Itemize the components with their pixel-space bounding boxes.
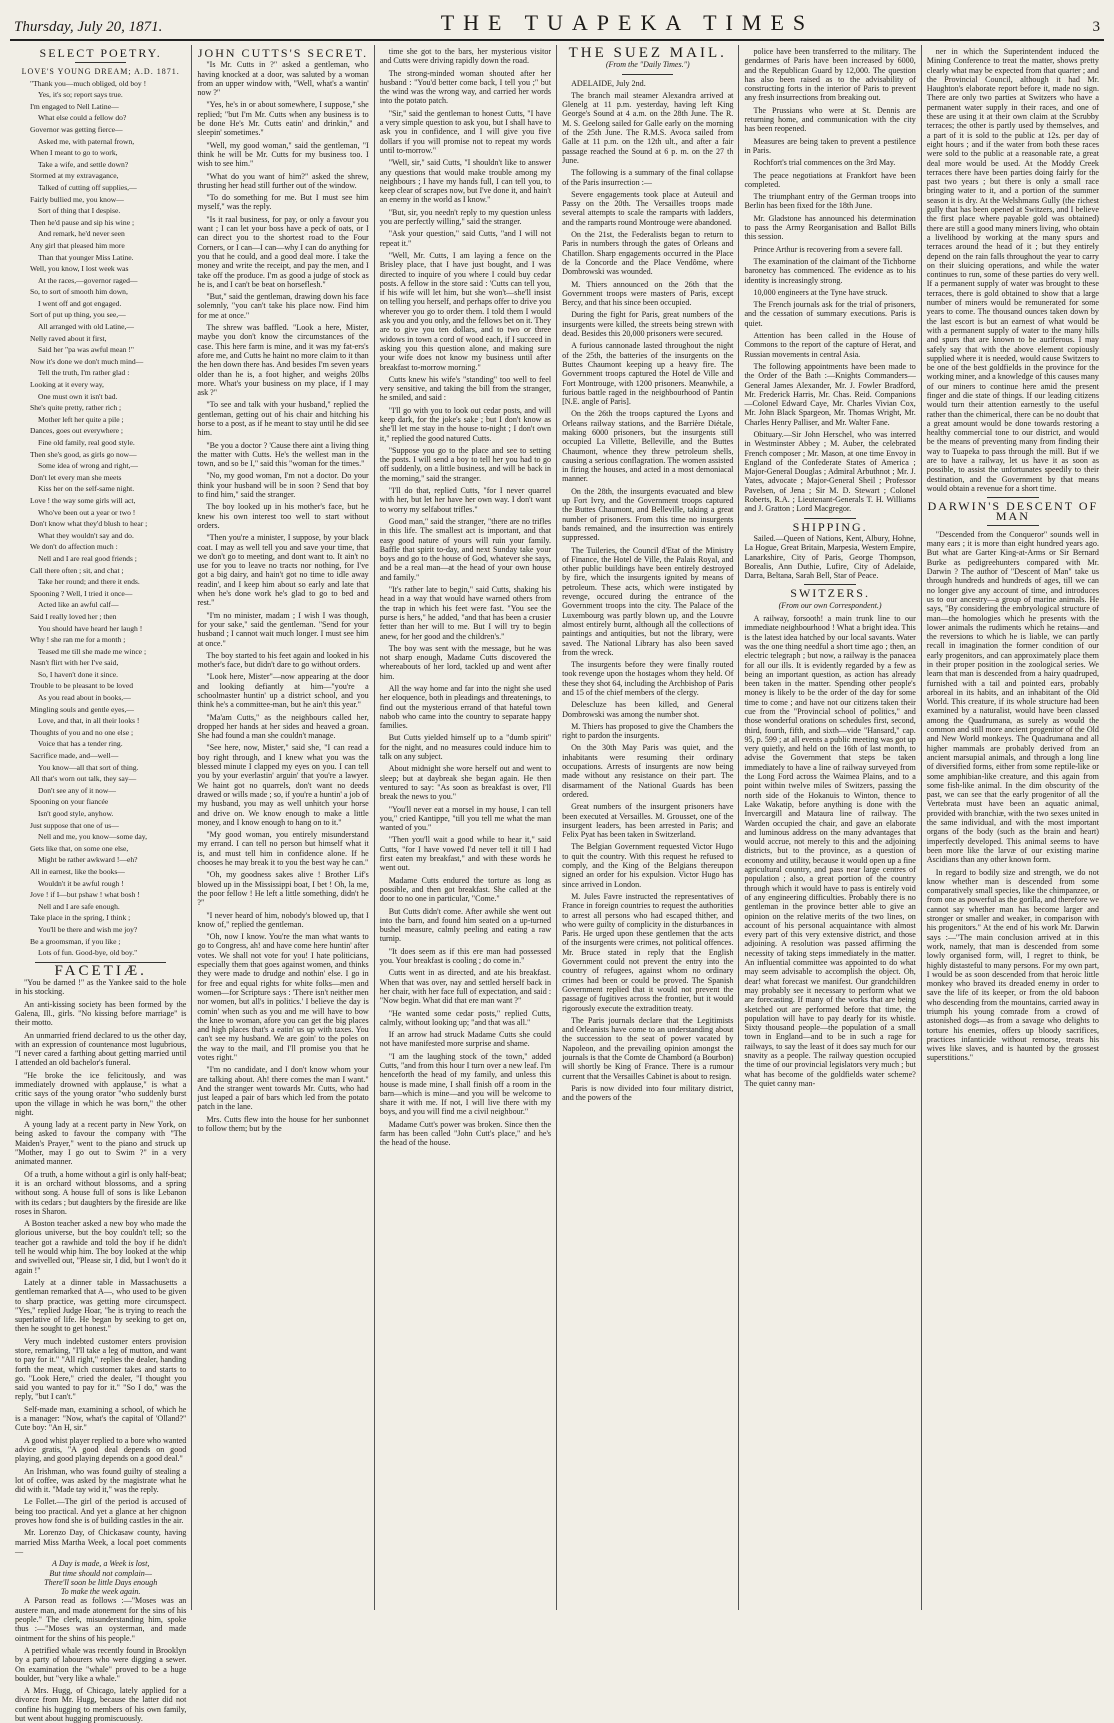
issue-date: Thursday, July 20, 1871. bbox=[14, 19, 163, 35]
story-paragraph: "Yes, he's in or about somewhere, I suppose," she replied; "but I'm Mr. Cutts when any business is to be done He's Mr. Cutts eatin' and drinkin," and sleepin' sometimes." bbox=[197, 100, 369, 138]
darwin-article bbox=[927, 530, 1099, 1063]
poem-line: Tell the truth, I'm rather glad : bbox=[38, 368, 130, 378]
poem-line: When I meant to go to work, bbox=[30, 148, 118, 158]
story-paragraph: "Look here, Mister"—now appearing at the door and looking defiantly at him—"you're a schoolmaster huntin' up a district school, and you think he's a committee-man, but he ain't this year." bbox=[197, 672, 369, 710]
story-paragraph: "He wanted some cedar posts," replied Cutts, calmly, without looking up; "and that was all." bbox=[379, 1008, 552, 1027]
poem-line: Who've been out a year or two ! bbox=[38, 507, 136, 517]
facetia-paragraph: A Parson read as follows :—"Moses was an austere man, and made atonement for the sins of his people." The clerk, misunderstanding him, spoke thus :—"Moses was an oysterman, and made ointment for the shins of his people." bbox=[15, 1596, 187, 1643]
poem-line: Nasn't flirt with her I've said, bbox=[30, 658, 119, 668]
story-paragraph: "Oh, now I know. You're the man what wants to go to Congress, ah! and have come here huntin' after votes. We shall not vote for you! I hate politicians, especially them that goes against women, and thinks they were made to drudge and nothin' else. I go in for free and equal rights for white folks—men and women—for Scripture says : 'There isn't neither men nor women, but all's in politics.' I believe the day is comin' when such as you and me will have to bow the knee to woman, afore you can get the big places and high places that's a eatin' us up with taxes. You can't see my husband. We are goin' to the poles on the way to the mail, and I'll promise you that he votes right." bbox=[197, 932, 369, 1062]
poem-line: Fine old family, real good style. bbox=[38, 438, 135, 447]
john-cutts-story bbox=[197, 60, 368, 1133]
poem-line: Than that younger Miss Latine. bbox=[38, 252, 134, 262]
poem-line: Jove ! if I—but pshaw ! what bosh ! bbox=[30, 890, 140, 900]
facetia-paragraph: An anti-kissing society has been formed by the Galena, Ill., girls. "No kissing before marriage" is their motto. bbox=[15, 999, 187, 1028]
newspaper-title: THE TUAPEKA TIMES bbox=[440, 10, 815, 35]
poem-line: Kiss her on the self-same night. bbox=[38, 484, 135, 494]
news-paragraph: Mr. Gladstone has announced his determination to pass the Army Reorganisation and Ballot Bills this session. bbox=[744, 213, 916, 242]
divider bbox=[804, 518, 855, 519]
facetia-paragraph: Very much indebted customer enters provision store, remarking, "I'll take a leg of mutton, and want to pay for it." "All right," replies the dealer, handing forth the meat, which customer takes and starts to go. "Look Here," cried the dealer, "I thought you said you wanted to pay for it." "So I do," was the reply, "but I can't." bbox=[15, 1336, 187, 1402]
poem-line: Might be rather awkward !—eh? bbox=[38, 855, 138, 865]
news-paragraph: The Tuileries, the Council d'Etat of the Ministry of Finance, the Hotel de Ville, the Palais Royal, and other public buildings have been entirely destroyed by fire, which the insurgents ignited by means of petroleum. These acts, which were instigated by revenge, occured during the entrance of the Government troops into the city. The Palace of the Luxembourg was partly blown up, and the Louvre almost entirely burnt, although all the collections of paintings and antiquities, but not the library, were saved. The National Library has also been saved from the wreck. bbox=[562, 545, 734, 657]
poem-line: Yes, it's so; report says true. bbox=[38, 90, 123, 100]
facetia-paragraph: Le Follet.—The girl of the period is accused of being too practical. And yet a glance at her chignon proves how fond she is of building castles in the air. bbox=[15, 1497, 187, 1526]
story-paragraph: "Well, my good woman," said the gentleman, "I think he will be Mr. Cutts for my business too. I wish to see him." bbox=[197, 140, 369, 169]
suez-mail-continued bbox=[744, 47, 915, 514]
facetia-paragraph: A petrified whale was recently found in Brooklyn by a party of labourers who were digging a sewer. On examination the "whale" proved to be a huge boulder, but "very like a whale." bbox=[15, 1645, 187, 1683]
story-paragraph: All the way home and far into the night she used her eloquence, both in pleadings and threatenings, to find out the mysterious errand of that hateful town nabob who came into the country to separate happy families. bbox=[379, 684, 552, 731]
news-paragraph: police have been transferred to the military. The gendarmes of Paris have been increased by 6000, and the Republican Guard by 12,000. The question has also been raised as to the advisability of constructing forts in the interior of Paris to prevent any fresh insurrections from breaking out. bbox=[744, 47, 916, 103]
poem-line: Stormed at my extravagance, bbox=[30, 171, 119, 181]
john-cutts-story-continued bbox=[380, 47, 551, 1148]
columns bbox=[10, 45, 1104, 1723]
story-paragraph: "Is Mr. Cutts in ?" asked a gentleman, who having knocked at a door, was saluted by a woman from an upper window with, "Well, what's a wantin' now ?" bbox=[197, 60, 369, 98]
column-3 bbox=[375, 45, 557, 1610]
poem-line: Any girl that pleased him more bbox=[30, 240, 125, 250]
poem-line: Dances, goes out everywhere ; bbox=[30, 426, 123, 436]
story-paragraph: "I'll do that, replied Cutts, "for I never quarrel with her, but let her have her own way. I don't want to worry my selfabout trifles." bbox=[379, 486, 552, 514]
poem-line: All that's worn out talk, they say— bbox=[30, 774, 137, 784]
poem-line: I'm engaged to Nell Latine— bbox=[30, 101, 119, 111]
news-paragraph: The branch mail steamer Alexandra arrived at Glenelg at 11 p.m. yesterday, having left King George's Sound at 4 a.m. on the 28th June. The R. M. S. Geelong sailed for Galle early on the morning of the 25th June. The R.M.S. Avoca sailed from Galle at 11 p.m. on the 12th ult., and after a fair passage reached the Sound at 6 p. m. on the 27 th June. bbox=[562, 90, 734, 165]
poem-line: Nelly raved about it first, bbox=[30, 333, 107, 343]
poem-line: Mother left her quite a pile ; bbox=[38, 414, 124, 424]
poem-line: Be a groomsman, if you like ; bbox=[30, 936, 121, 946]
poem-line: Governor was getting fierce— bbox=[30, 124, 123, 134]
poem-line: Said her "pa was awful mean !" bbox=[38, 345, 135, 355]
poem-line: Trouble to be pleasant to be loved bbox=[30, 681, 134, 691]
poem-line: All in earnest, like the books— bbox=[30, 866, 125, 876]
suez-mail-article bbox=[562, 79, 733, 1103]
poem-line: Why ! she ran me for a month ; bbox=[30, 635, 126, 645]
column-1 bbox=[10, 45, 192, 1723]
story-paragraph: "I'll go with you to look out cedar posts, and will keep dark, for the joke's sake ; but I don't know as she'll let me stay in the house to-night ; I don't own it," replied the good natured Cutts. bbox=[379, 405, 552, 443]
story-paragraph: "But," said the gentleman, drawing down his face solemnly, "you can't take his place now. Find him for me at once." bbox=[197, 292, 369, 320]
story-paragraph: "It's rather late to begin," said Cutts, shaking his head in a way that would have warned others from the trap in which his feet were fast. "You see the purse is hers," he added, "and that has been a crusier fetter than her will to me. But I will try to begin anew, for her good and the children's." bbox=[379, 585, 552, 641]
divider bbox=[987, 525, 1039, 526]
story-paragraph: "To do something for me. But I must see him myself," was the reply. bbox=[197, 193, 369, 212]
facetia-paragraph: A young lady at a recent party in New York, on being asked to favour the company with "The Maiden's Prayer," went to the piano and struck up "Mother, may I go out to Swim ?" in a very animated manner. bbox=[15, 1120, 187, 1167]
column-2 bbox=[192, 45, 374, 1610]
news-paragraph: Severe engagements took place at Auteuil and Passy on the 20th. The Versailles troops made several attempts to scale the ramparts with ladders, and the ramparts round Montrouge were abandoned. bbox=[562, 189, 734, 227]
news-paragraph: The insurgents before they were finally routed took revenge upon the hostages whom they held. Of these they shot 64, including the Archbishop of Paris and 15 of the chief members of the clergy. bbox=[562, 660, 734, 697]
poem-line: Said I really loved her ; then bbox=[30, 611, 117, 621]
poem-line: Looking at it every way, bbox=[30, 380, 104, 390]
poem-line: Wouldn't it be awful rough ! bbox=[38, 878, 124, 888]
story-paragraph: Good man," said the stranger, "there are no trifles in this life. The smallest act is important, and that easy good nature of yours will ruin your family. Baffle that spirit to-day, and next Sunday take your boys and go to the house of God, whatever she says, and be a real man—at the head of your own house and family." bbox=[379, 516, 552, 582]
story-paragraph: But Cutts yielded himself up to a "dumb spirit" for the night, and no measures could induce him to talk on any subject. bbox=[379, 733, 552, 762]
verse bbox=[15, 1559, 186, 1596]
news-paragraph: Attention has been called in the House of Commons to the report of the capture of Herat, and Russian movements in central Asia. bbox=[744, 331, 916, 359]
poem-line: Then she's good, as girls go now— bbox=[30, 449, 137, 459]
story-paragraph: Cutts knew his wife's "standing" too well to feel very sensitive, and taking the bill from the stranger, he smiled, and said : bbox=[379, 374, 552, 403]
poem-title: LOVE'S YOUNG DREAM; A.D. 1871. bbox=[21, 67, 180, 77]
news-paragraph: The following appointments have been made to the Order of the Bath :—Knights Commanders—General James Alexander, Mr. J. Fowler Bradford, Mr. Frederick Harris, Mr. Chas. Reid. Companions—Colonel Edward Caye, Mr. Charles Vivian Cox, Mr. John Black Spargeon, Mr. Thomas Wright, Mr. Charles Henry Palliser, and Mr. Walter Fane. bbox=[744, 361, 916, 427]
shipping-heading: SHIPPING. bbox=[792, 519, 868, 534]
poem-line: Take place in the spring, I think ; bbox=[30, 913, 131, 923]
story-paragraph: "To see and talk with your husband," replied the gentleman, getting out of his chair and hitching his horse to a post, as if he meant to stay until he did see him. bbox=[197, 400, 369, 438]
news-paragraph: M. Thiers has proposed to give the Chambers the right to pardon the insurgents. bbox=[562, 721, 734, 741]
poem-line: Voice that has a tender ring. bbox=[38, 739, 123, 749]
poem-line: You know—all that sort of thing. bbox=[38, 762, 139, 772]
news-paragraph: The examination of the claimant of the Tichborne baronetcy has commenced. The evidence as to his identity is increasingly strong. bbox=[744, 256, 916, 285]
facetiae-list-2 bbox=[15, 1596, 186, 1723]
news-paragraph: ner in which the Superintendent induced the Mining Conference to treat the matter, shows pretty clearly what may be expected from that quarter ; and the Provincial Council, although it had Mr. Haughton's elaborate report before it, made no sign. There are only two parties at Switzers who have a permanent water supply in their races, and one of these are using it at their own claim at the Scrubby terraces; the other is partly used by themselves, and a part of it is sold to the public at 12s. per day of eight hours ; and if the water from both these races were sold to the public at a reasonable rate, a great deal more would be used. At the Moddy Creek terraces there have been parties doing fairly for the past two years ; but there is only a small race bringing water to it, and a portion of the summer season it is dry. At the Welshmans Gully (the richest gully that has been opened at Switzers, and I believe the first place where payable gold was obtained) there are still a good many miners living, who obtain a livelihood by working at the many spurs and terraces around the head of it ; but they entirely depend on the rain falls throughout the year to carry on their sluicing operations, and while the water continues to run, some of these parties do very well. If a permanent supply of water was brought to these terraces, there is gold obtained to show that a large number of miners would be remunerated for some years to come. The thousand ounces taken down by the last escort is but an earnest of what would be with a permanent supply of water to the many hills and spurs that are known to be auriferous. I may safely say that with the above element copiously supplied where it is needed, would cause Switzers to be one of the best goldfields in the province for the working miner, and a knowledge of this causes many of our miners to continue here amid the present finger and die state of things. If our leading citizens would turn their attention earnestly to the useful rather than the chimerical, there can be no doubt that a great amount would be done towards restoring a healthy commercial tone to our district, and would be the means of preventing many from finding their way to Tuapeka to pass through the mill. But if we are to have a railway, let us have it as soon as possible, to assist the unfortunates speedily to their destination, and the Government by that means would obtain a revenue for a short time. bbox=[926, 47, 1099, 493]
poem-line: Take a wife, and settle down? bbox=[38, 159, 129, 169]
verse-line: But time should not complain— bbox=[49, 1568, 152, 1578]
story-paragraph: "See here, now, Mister," said she, "I can read a boy right through, and I knew what you was the blessed minute I clapped my eyes on you. I can tell you by your everlastin' arguin' that you're a lawyer. We haint got no quarrels, don't want no deeds drawed or wills made ; so, if you're a huntin' a job of my husband, you may as well unhitch your horse and drive on. We know enough to make a little money, and I know enough to hang on to it." bbox=[197, 743, 369, 827]
poem-line: Don't let every man she meets bbox=[30, 472, 122, 482]
story-paragraph: "Be you a doctor ? 'Cause there aint a living thing the matter with Cutts. He's the wellest man in the town, and so be I," said this "woman for the times." bbox=[197, 440, 369, 469]
poem-line: Fairly bullied me, you know— bbox=[30, 194, 124, 204]
john-cutts-heading: JOHN CUTTS'S SECRET. bbox=[197, 46, 369, 60]
news-paragraph: Delescluze has been killed, and General Dombrowski was among the number shot. bbox=[562, 700, 734, 719]
poem-line: Just suppose that one of us— bbox=[30, 820, 119, 830]
darwin-heading: DARWIN'S DESCENT OF MAN bbox=[927, 499, 1099, 523]
news-paragraph: ADELAIDE, July 2nd. bbox=[571, 78, 646, 88]
facetia-paragraph: Lately at a dinner table in Massachusetts a gentleman remarked that A—, who used to be given to sharp practice, was getting more circumspect. "Yes," replied Judge Hoar, "he is trying to reach the superlative of life. He began by seeking to get on, then he sought to get honest." bbox=[15, 1277, 187, 1334]
story-paragraph: "Well, Mr. Cutts, I am laying a fence on the Brisley place, that I have just bought, and I was directed to inquire of you where I could buy cedar posts. A fellow in the store said : 'Cutts can tell you, if his wife will let him, but she won't—she'll insist on telling you herself, and perhaps offer to drive you wherever you go to order them. I told them I would ask you and you only, and the fellows bet on it. They are to give you ten dollars, and to two or three widows in town a cord of wood each, if I succeed in asking you this question alone, and making sure your wife does not know my business until after breakfast to-morrow morning." bbox=[379, 250, 552, 372]
select-poetry-heading: SELECT POETRY. bbox=[39, 46, 162, 60]
poem-line: Take her round; and there it ends. bbox=[38, 577, 140, 587]
news-paragraph: On the 21st, the Federalists began to return to Paris in numbers through the gates of Orleans and Chatillon. Sharp engagements occurred in the Place de la Concorde and the Place Vendôme, where Dombrowski was wounded. bbox=[562, 230, 734, 277]
poem-line: Thoughts of you and no one else ; bbox=[30, 727, 134, 737]
facetia-paragraph: "You be darned !" as the Yankee said to the hole in his stocking. bbox=[15, 978, 187, 997]
divider bbox=[987, 497, 1039, 498]
poem-line: So, to sort of smooth him down, bbox=[30, 287, 128, 297]
facetia-paragraph: An Irishman, who was found guilty of stealing a lot of coffee, was asked by the magistrate what he did with it. "Made tay wid it," was the reply. bbox=[15, 1466, 187, 1495]
poem-line: All arranged with old Latine,— bbox=[38, 322, 134, 332]
story-paragraph: If an arrow had struck Madame Cutts she could not have manifested more surprise and shame. bbox=[379, 1030, 552, 1049]
facetia-paragraph: "He broke the ice felicitously, and was immediately drowned with applause," is what a critic says of the young orator "who suddenly burst upon the village in which he was born," the other night. bbox=[15, 1070, 187, 1117]
switzers-heading: SWITZERS. bbox=[790, 586, 870, 601]
poem-line: At the races,—governor raged— bbox=[38, 275, 138, 285]
news-paragraph: The Paris journals declare that the Legitimists and Orleanists have come to an understanding about the succession to the seat of power vacated by Napoleon, and the prevailing opinion amongst the journals is that the Comte de Chambord (a Bourbon) will shortly be King of France. There is a rumour current that the Versailles Cabinet is about to resign. bbox=[562, 1015, 734, 1081]
facetia-paragraph: Of a truth, a home without a girl is only half-beat; it is an orchard without blossoms, and a spring without song. A house full of sons is like Lebanon with its cedars ; but daughters by the fireside are like roses in Sharon. bbox=[15, 1169, 187, 1216]
story-paragraph: "I'm no candidate, and I don't know whom your are talking about. Ah! there comes the man I want." And the stranger went towards Mr. Cutts, who had just leaped a pair of bars which led from the potato patch in the lane. bbox=[197, 1065, 369, 1112]
story-paragraph: "It does seem as if this ere man had possessed you. Your breakfast is cooling ; do come in." bbox=[379, 946, 552, 966]
story-paragraph: The strong-minded woman shouted after her husband : "You'd better come back, I tell you ;" but the wind was the wrong way, and carried her words into the potato patch. bbox=[379, 68, 552, 106]
story-paragraph: "Is it raal business, for pay, or only a favour you want ; I can let your boss have a peck of oats, or I can direct you to the shortest road to the Four Corners, or I can—I can—why I can do anything for you that he could, and a good deal more. I take the money and write the receipt, and pay the men, and I take off the produce. I'm as good a judge of stock as he is, and I can't be beat on horseflesh." bbox=[197, 214, 369, 289]
poem-line: What they wouldn't say and do. bbox=[38, 530, 134, 540]
news-paragraph: On the 30th May Paris was quiet, and the inhabitants were resuming their ordinary occupations. Arrests of insurgents are now being made without any resistance on their part. The disarmament of the National Guards has been ordered. bbox=[562, 743, 734, 799]
story-paragraph: "I am the laughing stock of the town," added Cutts, "and from this hour I turn over a new leaf. I'm henceforth the head of my family, and unless this house is made mine, I shall finish off a room in the barn—which is mine—and you will be welcome to share it with me. If not, I will live there with my boys, and you will find me a civil neighbour." bbox=[379, 1051, 552, 1117]
story-paragraph: "My good woman, you entirely misunderstand my errand. I can tell no person but himself what it is, and must tell him in confidence alone. If he chooses he may break it to you the best way he can." bbox=[197, 830, 369, 868]
poem-line: Spooning ? Well, I tried it once— bbox=[30, 588, 133, 598]
divider bbox=[804, 584, 855, 585]
news-paragraph: Rochfort's trial commences on the 3rd May. bbox=[753, 158, 896, 168]
story-paragraph: "Ask your question," said Cutts, "and I will not repeat it." bbox=[379, 229, 552, 248]
news-paragraph: Measures are being taken to prevent a pestilence in Paris. bbox=[744, 136, 916, 155]
switzers-continued bbox=[927, 47, 1099, 493]
story-paragraph: "Then you'll wait a good while to hear it," said Cutts, "for I have vowed I'd never tell it till I had first eaten my breakfast," and with these words he went out. bbox=[379, 835, 552, 873]
news-paragraph: The French journals ask for the trial of prisoners, and the cessation of summary executions. Paris is quiet. bbox=[744, 300, 916, 328]
poem-line: We don't do affection much : bbox=[30, 542, 118, 552]
poem-line: You'll be there and wish me joy? bbox=[38, 924, 138, 934]
news-paragraph: "Descended from the Conqueror" sounds well in many ears ; it is more than eight hundred years ago. But what are Garter King-at-Arms or Sir Bernard Burke as pedigreehunters compared with Mr. Darwin ? The author of "Descent of Man" take us through hundreds and hundreds of ages, till we can no longer give any account of time, and introduces us to our ancestry—a group of marine animals. He says, "By considering the embryological structure of man—the homologies which he presents with the lower animals the rudiments which he retains—and the reversions to which he is liable, we can partly recall in imagination the former condition of our early progenitors, and can approximately place them in their proper position in the zoological series. We learn that man is descended from a hairy quadruped, furnished with a tail and pointed ears, probably arboreal in its habits, and an inhabitant of the Old World. This creature, if its whole structure had been examined by a naturalist, would have been classed among the Quadrumana, as surely as would the common and still more ancient progenitor of the Old and New World monkeys. The Quadrumana and all higher mammals are probably derived from an ancient marsupial animals, and through a long line of diversified forms, either from some reptile-like or some amphibian-like creature, and this again from some fish-like animal. In the dim obscurity of the past, we can see that the early progenitor of all the Vertebrata must have been an aquatic animal, provided with branchiæ, with the two sexes united in the same individual, and with the most important organs of the body (such as the brain and heart) imperfectly developed. This animal seems to have been more like the larvæ of our existing marine Ascidians than any other known form. bbox=[926, 529, 1099, 865]
story-paragraph: time she got to the bars, her mysterious visitor and Cutts were driving rapidly down the road. bbox=[379, 47, 552, 66]
poem-line: What else could a fellow do? bbox=[38, 113, 127, 123]
poem-line: Don't see any of it now— bbox=[38, 785, 116, 795]
story-paragraph: About midnight she wore herself out and went to sleep; but at daybreak she began again. He then ventured to say: "As soon as breakfast is over, I'll break the news to you." bbox=[379, 764, 552, 802]
news-paragraph: A furious cannonade lasted throughout the night of the 25th, the batteries of the insurgents on the Buttes Chaumont keeping up a heavy fire. The Government troops captured the Hotel de Ville and Fort Montrouge, with 1200 prisoners. Meanwhile, a furious battle raged in the neighbourhood of Pantin [N.E. angle of Paris]. bbox=[562, 341, 734, 407]
poem-line: Call there often ; sit, and chat ; bbox=[30, 565, 124, 575]
facetia-paragraph: Self-made man, examining a school, of which he is a manager: "Now, what's the capital of 'Olland?" Cute boy: "An H, sir." bbox=[15, 1404, 187, 1433]
news-paragraph: The Prussians who were at St. Dennis are returning home, and communication with the city has been reopened. bbox=[744, 105, 916, 134]
story-paragraph: The shrew was baffled. "Look a here, Mister, maybe you don't know the circumstances of the case. This here farm is mine, and it was my fat-ers's afore me, and Cutts he haint no more claim to it than the hen down there has. And besides I'm seven years older than he is, a foot higher, and weighs 20lbs more. What's your business on my place, if I may ask ?" bbox=[197, 323, 369, 398]
poem-line: Isn't good style, anyhow. bbox=[38, 809, 114, 818]
suez-mail-heading: THE SUEZ MAIL. bbox=[568, 45, 727, 61]
story-paragraph: Cutts went in as directed, and ate his breakfast. When that was over, nay and settled herself back in her chair, with her face full of expectation, and said : "Now begin. What did that ere man want ?" bbox=[379, 968, 552, 1006]
story-paragraph: "Oh, my goodness sakes alive ! Brother Lif's blowed up in the Mississippi boat, I bet ! Oh, la me, the poor fellow ! He left a little something, didn't he ?" bbox=[197, 870, 369, 908]
facetiae-list bbox=[15, 978, 186, 1556]
column-4 bbox=[557, 45, 739, 1610]
story-paragraph: "Well, sir," said Cutts, "I shouldn't like to answer any questions that would make trouble among my neighbours ; I have my hands full, I can tell you, to keep clear of scrapes now, but I've done it, and hain't an enemy in the world as I know." bbox=[379, 158, 552, 205]
facetia-paragraph: A Mrs. Hugg, of Chicago, lately applied for a divorce from Mr. Hugg, because the latter did not confine his hugging to members of his own family, but went about hugging promiscuously. bbox=[15, 1686, 187, 1723]
divider bbox=[622, 74, 673, 75]
story-paragraph: "No, my good woman, I'm not a doctor. Do your think your husband will be in soon ? Send that boy to find him," said the stranger. bbox=[197, 471, 369, 500]
masthead bbox=[10, 10, 1104, 41]
story-paragraph: "Then you're a minister, I suppose, by your black coat. I may as well tell you and save your time, that we don't go to meeting, and dont want to. It ain't no use for you to leave no tracts nor nothing, for I've got a big dairy, and hain't got no time to idle away readin', and I keep him about so early and late that when he's done work he's glad to go to bed and rest." bbox=[197, 533, 369, 608]
poem-line: Some idea of wrong and right,— bbox=[38, 461, 138, 471]
story-paragraph: The boy started to his feet again and looked in his mother's face, but didn't dare to go without orders. bbox=[197, 650, 369, 670]
story-paragraph: "You'll never eat a morsel in my house, I can tell you," cried Kantippe, "till you tell me what the man wanted of you." bbox=[379, 804, 552, 833]
poem-line: Teased me till she made me wince ; bbox=[38, 646, 147, 656]
news-paragraph: The Belgian Government requested Victor Hugo to quit the country. With this request he refused to comply, and the King of the Belgians thereupon signed an order for his expulsion. Victor Hugo has since arrived in London. bbox=[562, 842, 734, 889]
poem-line: Sort of put up thing, you see,— bbox=[30, 310, 126, 320]
news-paragraph: M. Thiers announced on the 26th that the Government troops were masters of Paris, except Bercy, and that his since been occupied. bbox=[562, 279, 734, 308]
news-paragraph: Paris is now divided into four military district, and the powers of the bbox=[562, 1083, 734, 1103]
poem-line: Talked of cutting off supplies,— bbox=[38, 182, 137, 192]
story-paragraph: "Sir," said the gentleman to honest Cutts, "I have a very simple question to ask you, but I shall have to ask you in confidence, and I will give you five dollars if you will promise not to repeat my words until to-morrow." bbox=[379, 108, 552, 155]
story-paragraph: "I'm no minister, madam ; I wish I was though, for your sake," said the gentleman. "Send for your husband ; I cannot wait much longer. I must see him at once." bbox=[197, 610, 369, 648]
story-paragraph: "What do you want of him?" asked the shrew, thrusting her head still further out of the window. bbox=[197, 171, 369, 190]
shipping-text: Sailed.—Queen of Nations, Kent, Albury, Hohne, La Hogue, Great Britain, Marpesia, Western Empire, Lanarkshire, City of Paris, George Thompson, Borealis, Ann Duthie, Lufire, City of Adelaide, Darra, Beltana, Sarah Bell, Star of Peace. bbox=[744, 533, 916, 581]
poem-line: Asked me, with paternal frown, bbox=[38, 136, 135, 146]
poem-line: And remark, he'd never seen bbox=[38, 229, 125, 239]
poem-line: Lots of fun. Good-bye, old boy." bbox=[38, 948, 138, 958]
poem-line: Sacrifice made, and—well— bbox=[30, 751, 119, 761]
news-paragraph: On the 26th the troops captured the Lyons and Orleans railway stations, and the Barrière Diétale, making 6000 prisoners, but the insurgents still occupied La Villette, Belleville, and the Buttes Chaumont, whence they threw petroleum shells, causing a serious conflagration. The women assisted in firing the houses, and acted in a most demoniacal manner. bbox=[562, 409, 734, 484]
news-paragraph: On the 28th, the insurgents evacuated and blew up Fort Ivry, and the Government troops captured the Buttes Chaumont, and Belleville, taking a great number of prisoners. From this time no insurgents bands remained, and the insurrection was entirely suppressed. bbox=[562, 486, 734, 543]
story-paragraph: But Cutts didn't come. After awhile she went out into the barn, and found him seated on a up-turned bushel measure, calmly peeling and eating a raw turnip. bbox=[379, 906, 552, 944]
story-paragraph: "Suppose you go to the place and see to setting the posts. I will send a boy to tell her you had to go off suddenly, on a little business, and will be back in the morning," said the stranger. bbox=[379, 445, 552, 483]
story-paragraph: "I never heard of him, nobody's blowed up, that I know of," replied the gentleman. bbox=[197, 910, 369, 929]
news-paragraph: The triumphant entry of the German troops into Berlin has been fixed for the 18th June. bbox=[744, 192, 916, 211]
suez-mail-credit: (From the "Daily Times.") bbox=[605, 60, 690, 70]
story-paragraph: "But, sir, you needn't reply to my question unless you are perfectly willing," said the stranger. bbox=[379, 207, 552, 227]
column-6 bbox=[922, 45, 1104, 1610]
story-paragraph: Madame Cutts endured the torture as long as possible, and then got breakfast. She called at the door to no one in particular, "Come." bbox=[379, 875, 552, 904]
story-paragraph: Madame Cutt's power was broken. Since then the farm has been called "John Cutt's place," and he's the head of the house. bbox=[379, 1119, 552, 1148]
news-paragraph: The following is a summary of the final collapse of the Paris insurrection :— bbox=[562, 168, 734, 187]
verse-line: There'll soon be little Days enough bbox=[44, 1577, 158, 1587]
news-paragraph: Obituary.—Sir John Herschel, who was interred in Westminster Abbey ; M. Auber, the celebrated French composer ; Mr. Mason, at one time Envoy in England of the Confederate States of America ; Major-General Douglas ; Admiral Arbuthnot ; Mr. J. Yates, advocate ; Major-General Sheil ; Professor Pavelsen, of Jena ; Sir M. D. Stewart ; Colonel Roberts, R.A. ; Lieutenant-Generals T. H. Williams and J. Gratton ; Lord Macgregor. bbox=[744, 429, 916, 514]
poem-line: Sort of thing that I despise. bbox=[38, 206, 121, 216]
poem-line: Well, you know, I lost week was bbox=[30, 264, 129, 274]
facetiae-heading: FACETIÆ. bbox=[54, 962, 147, 979]
switzers-credit: (From our own Correspondent.) bbox=[778, 600, 882, 610]
page-number: 3 bbox=[1092, 19, 1100, 35]
poem-line: Spooning on your fiancée bbox=[30, 797, 109, 807]
column-5 bbox=[739, 45, 921, 1610]
story-paragraph: "Ma'am Cutts," as the neighbours called her, dropped her hands at her sides and heaved a groan. She had found a man she couldn't manage. bbox=[197, 712, 369, 741]
switzers-article bbox=[744, 614, 915, 1088]
poem-line: Acted like an awful calf— bbox=[38, 600, 119, 610]
divider bbox=[75, 62, 126, 63]
verse-line: To make the week again. bbox=[60, 1587, 141, 1597]
poem-line: One must own it isn't bad. bbox=[38, 391, 118, 401]
facetia-paragraph: A Boston teacher asked a new boy who made the glorious universe, but the boy couldn't tell; so the teacher got a rawhide and told the boy if he didn't tell he would whip him. The boy looked at the whip and swivelled out, "Please sir, I did, but I won't do it again !" bbox=[15, 1219, 187, 1275]
news-paragraph: A railway, forsooth! a main trunk line to our immediate neighbourhood ! What a bright idea. This is the latest idea hatched by our local savants. Water was the one thing needful a short time ago ; then, an electric telegraph ; but now, a railway is the panacea for all our ills. It is evidently regarded by a few as being an important question, as action has already been taken in the matter. Spending other people's money is likely to be the order of the day for some time to come ; and have not our citizens taken their cue from the "Provincial school of politics," and those wonderful orations on schedules first, second, third, fourth, fifth, and sixth—vide "Hansard," cap. 95, p. 599 ; at all events a public meeting was got up very quietly, and held on the 16th of last month, to advise the Government that steps be taken immediately to have a line of railway surveyed from the Long Ford across the Waimea Plains, and to a point within twelve miles of Switzers, passing the north side of the Hokanuis to Winton, thence to Lake Wakatip, before anything is done with the Invercargill and Mataura line of railway. The Warden occupied the chair, and gave an elaborate and luminous address on the many advantages that would accrue, not merely to this and the adjoining districts, but to the province, as a question of economy and utility, because it would open up a fine agricultural country, and pass near large centres of population ; also, a great portion of the country through which it would have to pass is entirely void of any engineering difficulties. Probably there is no gentleman in the province better able to give an opinion on the relative merits of the two lines, on account of his personal acquaintance with almost every part of this very extensive district, and those adjoining. A resolution was passed affirming the necessity of taking steps immediately in the matter. An influential committee was appointed to do what may seem advisable to accomplish the object. Oh, dear! what forecast we manifest. Our grandchildren may probably see it necessary to perform what we are forecasting. If many of the works that are being sketched out are performed before that time, the population will have to pay dearly for its whistle. Sixty thousand people—the population of a small town in England—and to be in such a rage for railways, to say the least of it does say much for our snavity as a people. The railway question occupied the time of our provincial legislators very much ; but what has become of the goldfields water scheme? The quiet canny man- bbox=[744, 614, 916, 1088]
news-paragraph: Great numbers of the insurgent prisoners have been executed at Versailles. M. Grousset, one of the insurgent leaders, has been arrested in Paris; and Felix Pyat has been taken in Switzerland. bbox=[562, 802, 734, 840]
poem-line: Now it's done we don't much mind— bbox=[30, 356, 144, 366]
poem-line: So, I haven't done it since. bbox=[38, 669, 119, 679]
poem-line: She's quite pretty, rather rich ; bbox=[30, 403, 122, 413]
facetia-paragraph: Mr. Lorenzo Day, of Chickasaw county, having married Miss Martha Week, a local poet comments— bbox=[15, 1528, 187, 1556]
poem-line: Nell and I are real good friends ; bbox=[38, 553, 137, 563]
poem-line: Love ! the way some girls will act, bbox=[30, 495, 136, 505]
verse-line: A Day is made, a Week is lost, bbox=[52, 1559, 150, 1569]
news-paragraph: 10,000 engineers at the Tyne have struck. bbox=[753, 287, 888, 297]
poem-line: Then he'd pause and sip his wine ; bbox=[30, 217, 135, 227]
news-paragraph: The peace negotiations at Frankfort have been completed. bbox=[744, 170, 916, 189]
poem-line: Don't know what they'd blush to hear ; bbox=[30, 519, 148, 529]
news-paragraph: M. Jules Favre instructed the representatives of France in foreign countries to request the authorities to arrest all persons who had escaped thither, and who were guilty of complicity in the disturbances in Paris. He urged upon these gentlemen that the acts of the insurgents were crimes, not political offences. Mr. Bruce stated in reply that the English Government could not prevent the entry into the country of refugees, against whom no ordinary crimes had been or could be proved. The Spanish Government replied that it would not prevent the passage of fugitives across the frontier, but it would rigorously execute the extradition treaty. bbox=[562, 891, 734, 1013]
story-paragraph: The boy was sent with the message, but he was not sharp enough, Madame Cutts discovered the whereabouts of her lord, tackled up and went after him. bbox=[379, 643, 552, 681]
facetia-paragraph: A good whist player replied to a bore who wanted advice gratis, "A good deal depends on good playing, and good playing depends on a good deal." bbox=[15, 1435, 187, 1464]
poem-line: Mingling souls and gentle eyes,— bbox=[30, 704, 134, 714]
poem-line: As you read about in books,— bbox=[38, 693, 131, 703]
news-paragraph: During the fight for Paris, great numbers of the insurgents were killed, the streets being strewn with dead. Besides this 20,000 prisoners were secured. bbox=[562, 310, 734, 339]
news-paragraph: In regard to bodily size and strength, we do not know whether man is descended from some comparatively small species, like the chimpanzee, or from one as powerful as the gorilla, and therefore we cannot say whether man has become larger and stronger or smaller and weaker, in comparison with his progenitors." At the end of his work Mr. Darwin says :—"The main conclusion arrived at in this work, namely, that man is descended from some lowly organised form, will, I regret to think, be highly distasteful to many persons. For my own part, I would be as soon descended from that heroic little monkey who braved its dreaded enemy in order to save the life of its keeper, or from the old baboon who descending from the mountains, carried away in triumph his young comrade from a crowd of astonished dogs—as from a savage who delights to torture his enemies, offers up bloody sacrifices, practices infanticide without remorse, treats his wives like slaves, and is haunted by the grossest superstitions." bbox=[926, 867, 1099, 1063]
story-paragraph: The boy looked up in his mother's face, but he knew his own interest too well to start without orders. bbox=[197, 502, 369, 530]
poem bbox=[15, 80, 186, 958]
poem-line: Gets like that, on some one else, bbox=[30, 843, 129, 853]
news-paragraph: Prince Arthur is recovering from a severe fall. bbox=[753, 244, 903, 254]
poem-line: Nell and I are safe enough. bbox=[38, 901, 120, 911]
facetia-paragraph: An unmarried friend declared to us the other day, with an expression of countenance most lugubrious, "I never cared a farthing about getting married until I attended an old bachelor's funeral. bbox=[15, 1030, 187, 1068]
newspaper-page bbox=[10, 10, 1104, 1723]
poem-line: You should have heard her laugh ! bbox=[38, 623, 143, 633]
poem-line: Nell and me, you know—some day, bbox=[38, 832, 147, 842]
poem-line: "Thank you—much obliged, old boy ! bbox=[30, 78, 147, 88]
poem-line: Love, and that, in all their looks ! bbox=[38, 716, 140, 726]
story-paragraph: Mrs. Cutts flew into the house for her sunbonnet to follow them; but by the bbox=[197, 1114, 369, 1134]
poem-line: I went off and got engaged. bbox=[38, 298, 122, 308]
